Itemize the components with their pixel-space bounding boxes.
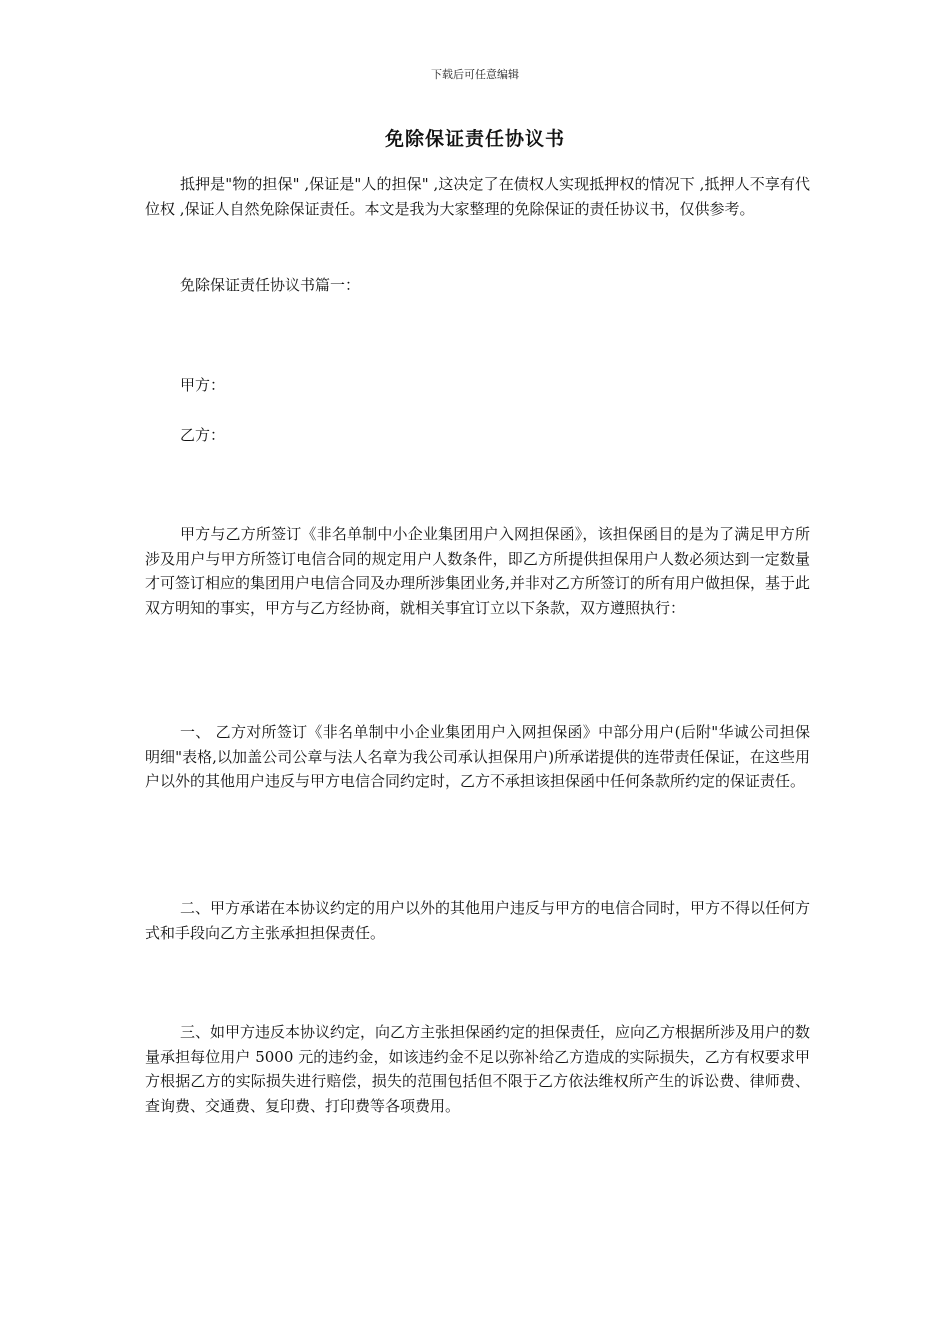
page-title: 免除保证责任协议书 (384, 128, 565, 150)
header-note: 下载后可任意编辑 (431, 68, 519, 81)
clause-1-paragraph: 一、 乙方对所签订《非名单制中小企业集团用户入网担保函》中部分用户(后附"华诚公司担保明细"表格,以加盖公司公章与法人名章为我公司承认担保用户)所承诺提供的连带责任保证，在这些用户以外的其他用户违反与甲方电信合同约定时，乙方不承担该担保函中任何条款所约定的保证责任。 (145, 723, 810, 790)
section-heading: 免除保证责任协议书篇一： (180, 276, 361, 294)
clause-2-paragraph: 二、甲方承诺在本协议约定的用户以外的其他用户违反与甲方的电信合同时，甲方不得以任何方式和手段向乙方主张承担担保责任。 (145, 899, 811, 942)
party-a-label: 甲方： (180, 376, 226, 394)
preamble-paragraph: 甲方与乙方所签订《非名单制中小企业集团用户入网担保函》，该担保函目的是为了满足甲方所涉及用户与甲方所签订电信合同的规定用户人数条件，即乙方所提供担保用户人数必须达到一定数量才可签订相应的集团用户电信合同及办理所涉集团业务,并非对乙方所签订的所有用户做担保，基于此双方明知的事实，甲方与乙方经协商，就相关事宜订立以下条款，双方遵照执行： (145, 525, 810, 617)
party-b-label: 乙方： (180, 426, 226, 444)
clause-3-paragraph: 三、如甲方违反本协议约定，向乙方主张担保函约定的担保责任，应向乙方根据所涉及用户的数量承担每位用户 5000 元的违约金，如该违约金不足以弥补给乙方造成的实际损失，乙方有权要求甲方根据乙方的实际损失进行赔偿，损失的范围包括但不限于乙方依法维权所产生的诉讼费、律师费、查询费、交通费、复印费、打印费等各项费用。 (145, 1023, 811, 1115)
intro-paragraph: 抵押是"物的担保" ,保证是"人的担保" ,这决定了在债权人实现抵押权的情况下 ,抵押人不享有代位权 ,保证人自然免除保证责任。本文是我为大家整理的免除保证的责任协议书，仅供参考。 (145, 175, 810, 218)
